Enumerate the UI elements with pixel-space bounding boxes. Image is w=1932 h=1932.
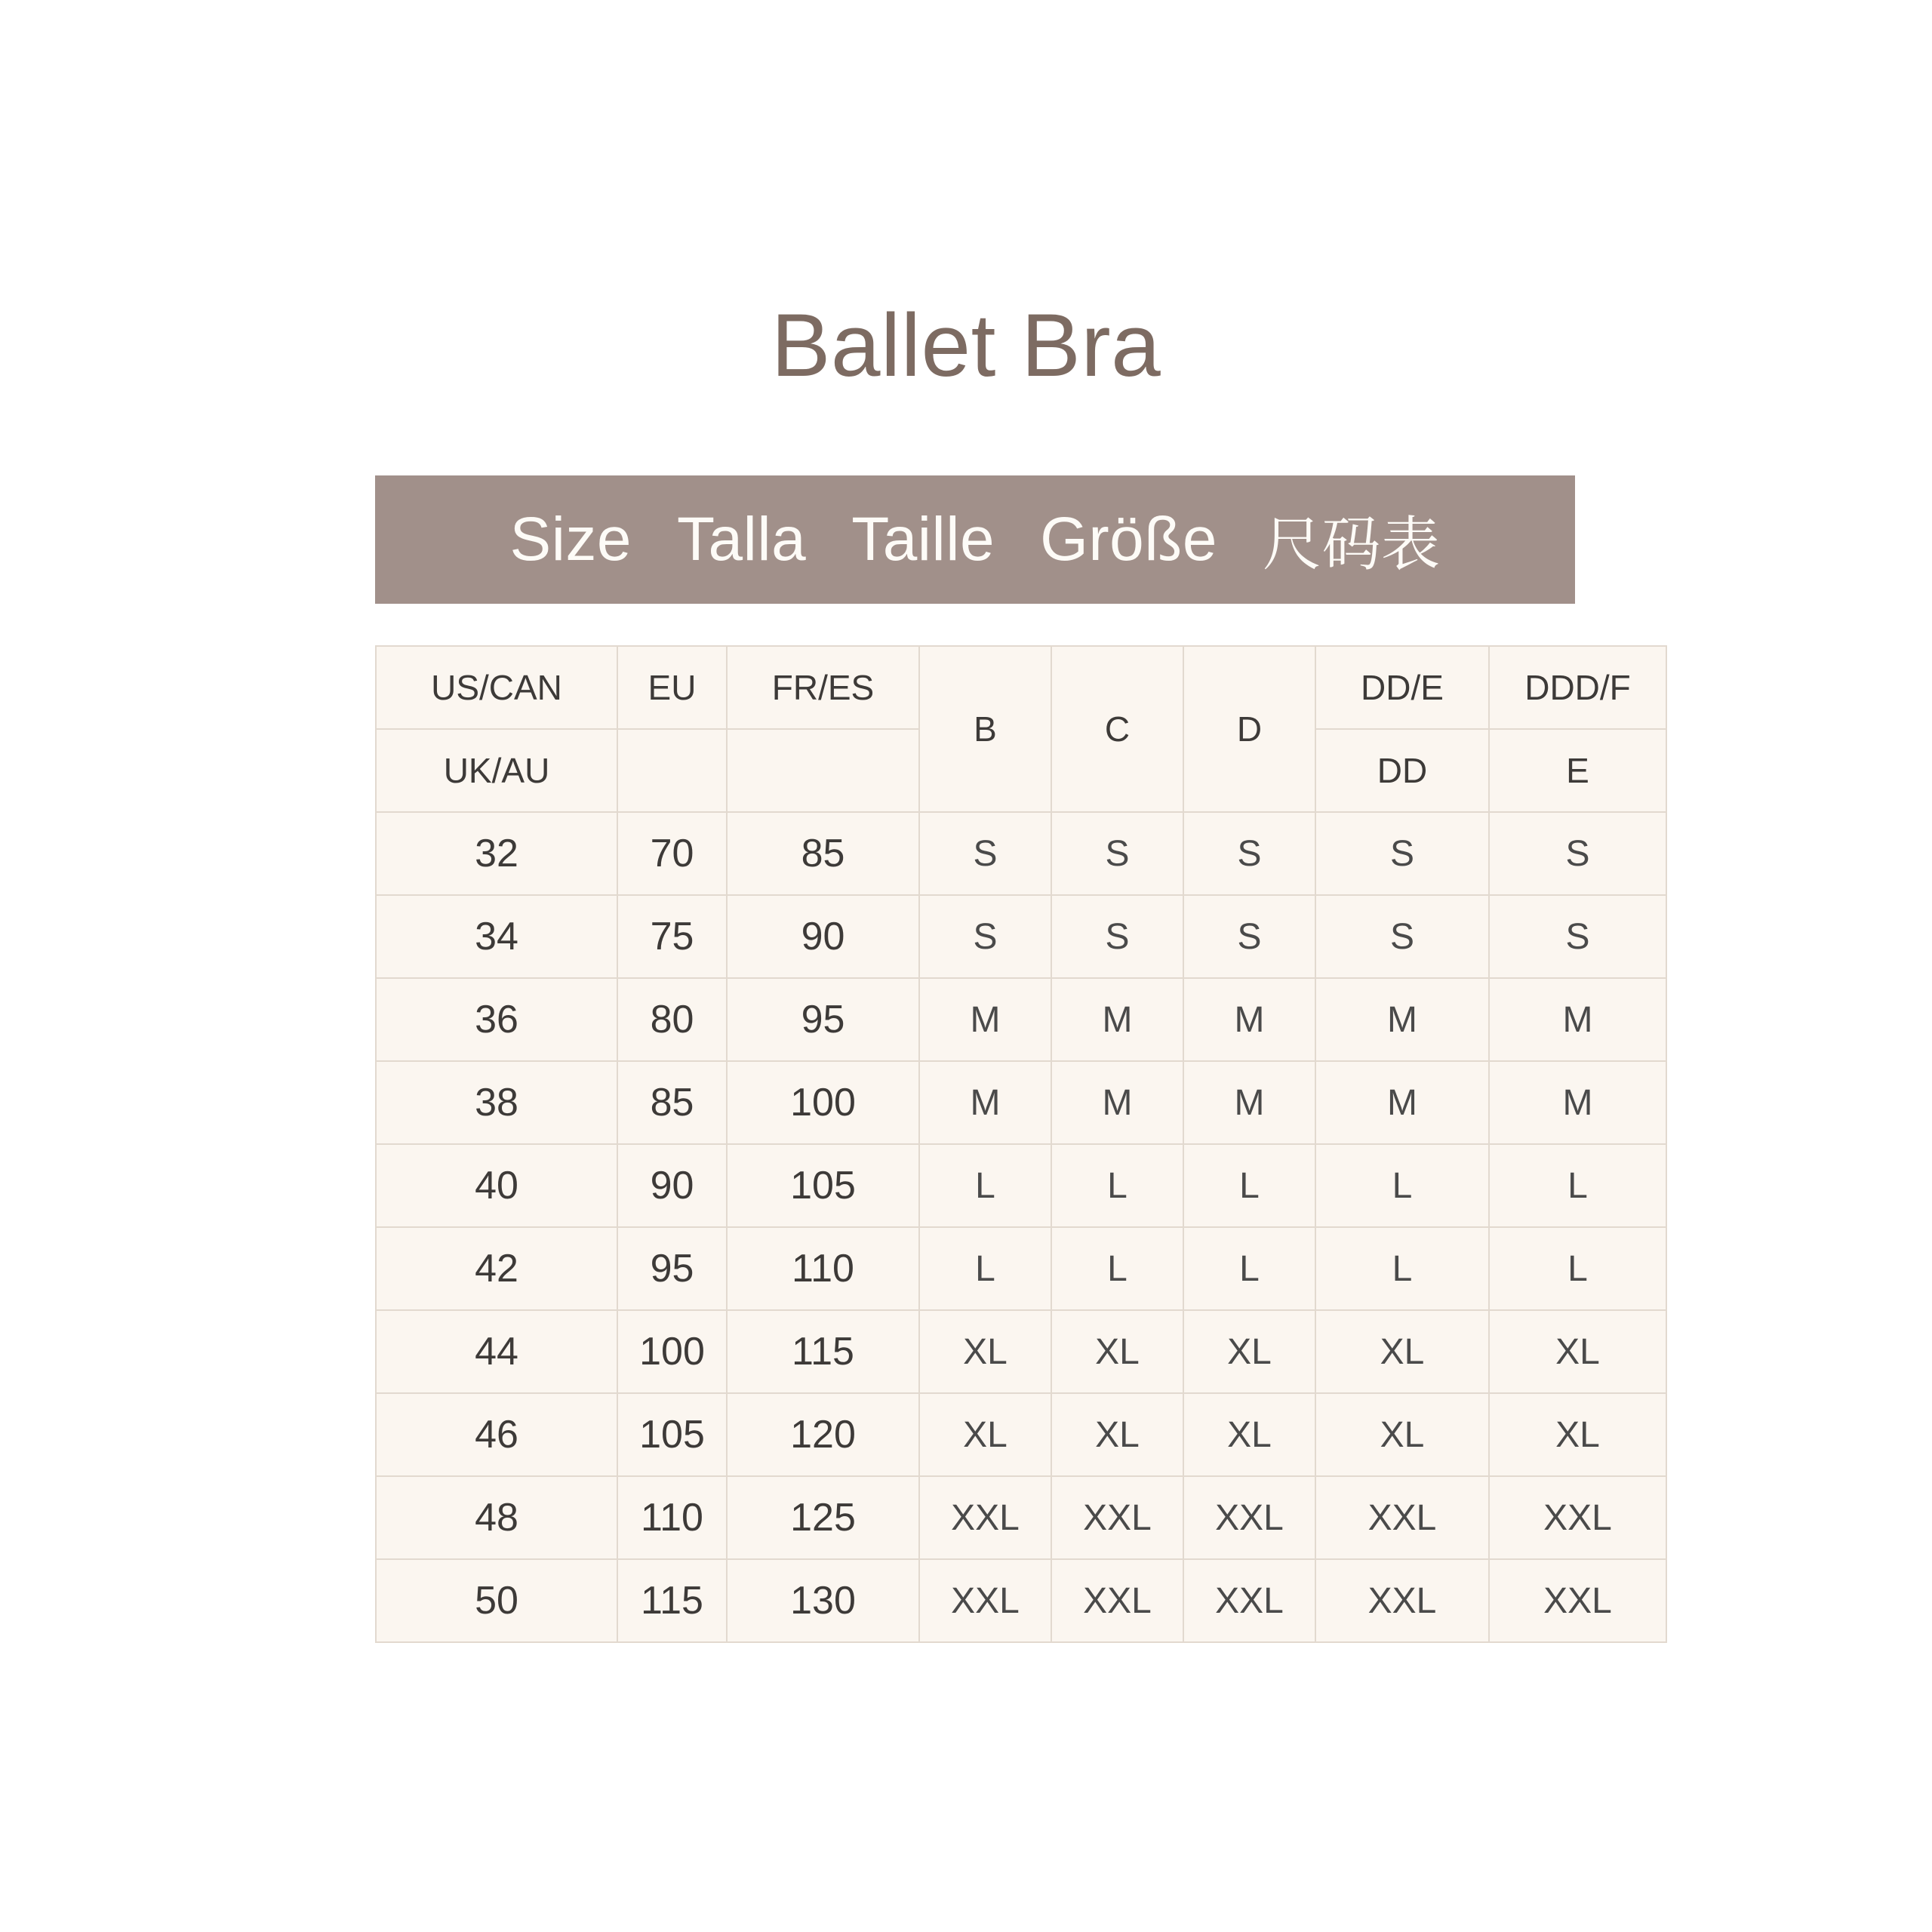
cell-cup: S (1315, 812, 1489, 895)
table-row (376, 1144, 1666, 1227)
cell-fres: 90 (727, 895, 919, 978)
cell-eu: 105 (617, 1393, 727, 1476)
header-fres-blank (727, 729, 919, 812)
size-table-container (375, 645, 1631, 1643)
cell-cup: M (1489, 1061, 1666, 1144)
cell-fres: 100 (727, 1061, 919, 1144)
cell-cup: XL (1051, 1310, 1183, 1393)
cell-uscan: 36 (376, 978, 617, 1061)
cell-eu: 85 (617, 1061, 727, 1144)
cell-cup: L (919, 1227, 1051, 1310)
cell-fres: 105 (727, 1144, 919, 1227)
cell-cup: S (1183, 895, 1315, 978)
cell-cup: M (1183, 1061, 1315, 1144)
cell-cup: XXL (1489, 1559, 1666, 1642)
cell-cup: M (1051, 1061, 1183, 1144)
cell-cup: XXL (1183, 1559, 1315, 1642)
cell-cup: XXL (1489, 1476, 1666, 1559)
header-cup-ddd-f: DDD/F (1489, 646, 1666, 729)
cell-cup: XXL (919, 1559, 1051, 1642)
cell-cup: M (1051, 978, 1183, 1061)
table-row (376, 978, 1666, 1061)
cell-cup: XL (1051, 1393, 1183, 1476)
table-row (376, 1061, 1666, 1144)
header-cup-e: E (1489, 729, 1666, 812)
cell-eu: 95 (617, 1227, 727, 1310)
cell-cup: L (1315, 1144, 1489, 1227)
cell-eu: 75 (617, 895, 727, 978)
cell-cup: XL (1315, 1310, 1489, 1393)
table-row (376, 812, 1666, 895)
header-cup-d: D (1183, 646, 1315, 812)
cell-cup: S (1489, 812, 1666, 895)
table-row (376, 1227, 1666, 1310)
cell-cup: L (1489, 1144, 1666, 1227)
size-table-body (376, 812, 1666, 1642)
cell-cup: XXL (1315, 1476, 1489, 1559)
table-row (376, 1476, 1666, 1559)
cell-fres: 115 (727, 1310, 919, 1393)
cell-cup: M (1489, 978, 1666, 1061)
cell-cup: L (1489, 1227, 1666, 1310)
cell-uscan: 48 (376, 1476, 617, 1559)
cell-fres: 85 (727, 812, 919, 895)
cell-uscan: 44 (376, 1310, 617, 1393)
cell-cup: M (1315, 1061, 1489, 1144)
cell-uscan: 42 (376, 1227, 617, 1310)
cell-cup: L (1183, 1227, 1315, 1310)
cell-uscan: 40 (376, 1144, 617, 1227)
table-row (376, 1393, 1666, 1476)
page-title: Ballet Bra (771, 296, 1161, 395)
banner-label-talla: Talla (677, 505, 807, 574)
size-table (375, 645, 1667, 1643)
cell-cup: XL (1183, 1310, 1315, 1393)
cell-uscan: 32 (376, 812, 617, 895)
cell-cup: XL (919, 1393, 1051, 1476)
banner-label-taille: Taille (851, 505, 995, 574)
header-ukau: UK/AU (376, 729, 617, 812)
header-cup-dd-e: DD/E (1315, 646, 1489, 729)
cell-cup: XL (1183, 1393, 1315, 1476)
cell-eu: 100 (617, 1310, 727, 1393)
cell-cup: S (1051, 895, 1183, 978)
cell-fres: 95 (727, 978, 919, 1061)
cell-cup: XL (1315, 1393, 1489, 1476)
cell-eu: 70 (617, 812, 727, 895)
cell-cup: S (1315, 895, 1489, 978)
header-fres: FR/ES (727, 646, 919, 729)
cell-cup: XXL (1051, 1476, 1183, 1559)
cell-eu: 80 (617, 978, 727, 1061)
size-table-head (376, 646, 1666, 812)
banner-label-chinese: 尺码表 (1262, 511, 1441, 579)
table-row (376, 895, 1666, 978)
cell-uscan: 38 (376, 1061, 617, 1144)
cell-uscan: 50 (376, 1559, 617, 1642)
header-row-primary (376, 646, 1666, 729)
cell-cup: XL (1489, 1393, 1666, 1476)
size-banner (375, 475, 1575, 604)
cell-cup: XXL (919, 1476, 1051, 1559)
table-row (376, 1310, 1666, 1393)
cell-fres: 125 (727, 1476, 919, 1559)
cell-uscan: 46 (376, 1393, 617, 1476)
cell-cup: L (1315, 1227, 1489, 1310)
cell-cup: XL (919, 1310, 1051, 1393)
cell-cup: M (919, 1061, 1051, 1144)
cell-fres: 120 (727, 1393, 919, 1476)
cell-cup: S (1183, 812, 1315, 895)
banner-label-groesse: Größe (1040, 505, 1217, 574)
header-uscan: US/CAN (376, 646, 617, 729)
cell-cup: M (1183, 978, 1315, 1061)
cell-eu: 110 (617, 1476, 727, 1559)
cell-cup: XXL (1183, 1476, 1315, 1559)
cell-cup: M (919, 978, 1051, 1061)
banner-label-size: Size (509, 505, 632, 574)
cell-uscan: 34 (376, 895, 617, 978)
cell-cup: XXL (1051, 1559, 1183, 1642)
table-row (376, 1559, 1666, 1642)
header-eu-blank (617, 729, 727, 812)
cell-cup: L (1183, 1144, 1315, 1227)
cell-cup: L (919, 1144, 1051, 1227)
cell-cup: S (1489, 895, 1666, 978)
cell-eu: 90 (617, 1144, 727, 1227)
cell-fres: 110 (727, 1227, 919, 1310)
size-banner-labels (510, 497, 1441, 582)
cell-cup: S (919, 895, 1051, 978)
cell-cup: L (1051, 1144, 1183, 1227)
header-cup-b: B (919, 646, 1051, 812)
cell-cup: XXL (1315, 1559, 1489, 1642)
cell-eu: 115 (617, 1559, 727, 1642)
header-cup-c: C (1051, 646, 1183, 812)
cell-cup: XL (1489, 1310, 1666, 1393)
cell-fres: 130 (727, 1559, 919, 1642)
header-cup-dd: DD (1315, 729, 1489, 812)
cell-cup: S (1051, 812, 1183, 895)
cell-cup: L (1051, 1227, 1183, 1310)
cell-cup: M (1315, 978, 1489, 1061)
cell-cup: S (919, 812, 1051, 895)
header-eu: EU (617, 646, 727, 729)
